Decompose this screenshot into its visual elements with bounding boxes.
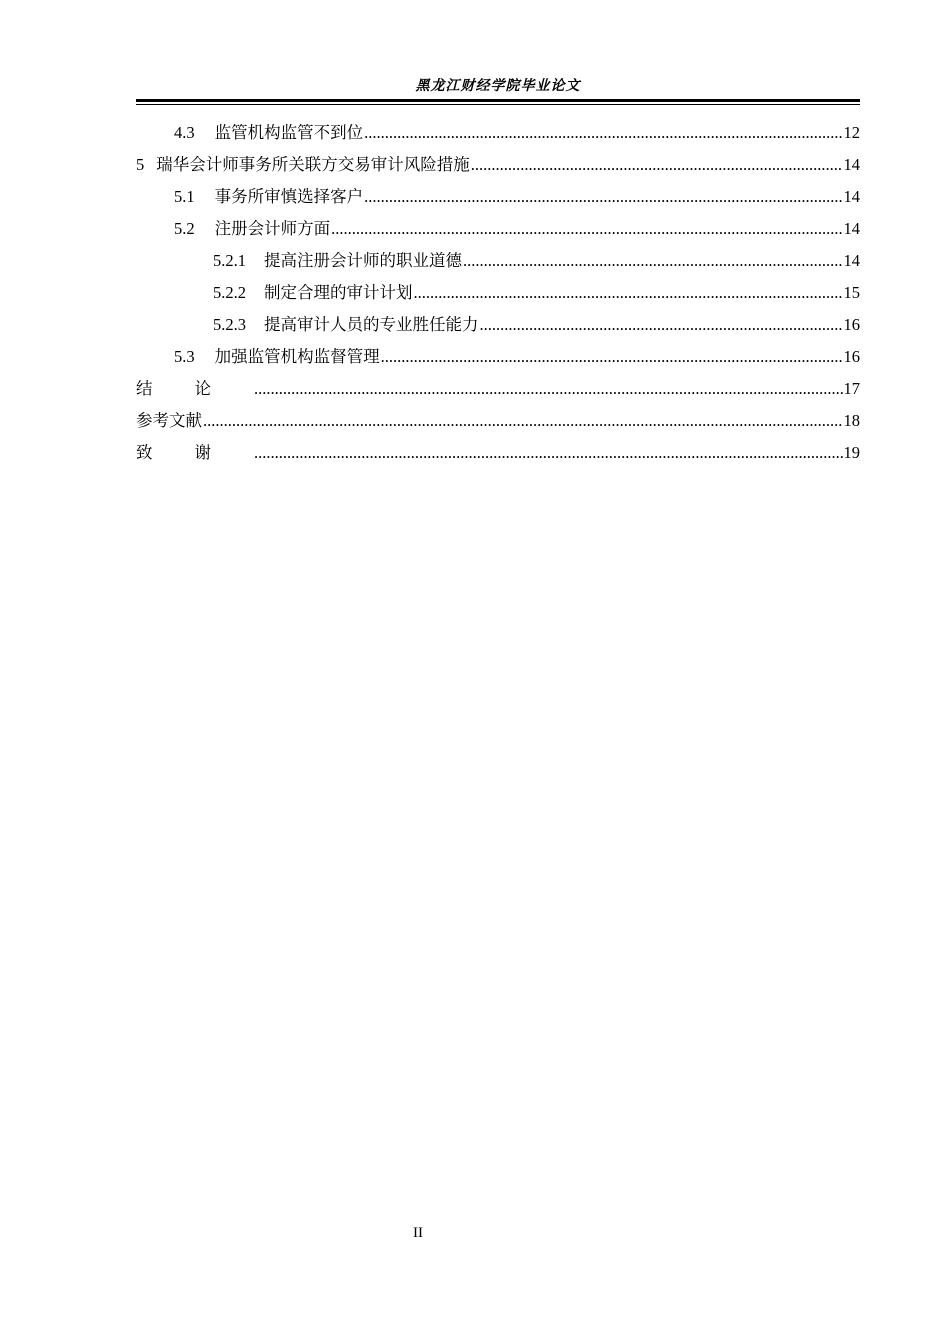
toc-entry-page: 14 bbox=[843, 251, 860, 270]
toc-dot-leader bbox=[364, 184, 842, 210]
toc-entry-page: 15 bbox=[843, 283, 860, 302]
toc-entry-title: 加强监管机构监督管理 bbox=[214, 347, 380, 366]
toc-entry-title: 事务所审慎选择客户 bbox=[214, 187, 364, 206]
toc-dot-leader bbox=[480, 312, 843, 338]
toc-entry[interactable] bbox=[136, 312, 860, 344]
toc-entry[interactable] bbox=[136, 184, 860, 216]
toc-entry-title: 监管机构监管不到位 bbox=[214, 123, 364, 142]
toc-entry-title: 瑞华会计师事务所关联方交易审计风险措施 bbox=[156, 155, 470, 174]
toc-entry[interactable] bbox=[136, 248, 860, 280]
toc-entry[interactable] bbox=[136, 440, 860, 472]
toc-entry-page: 14 bbox=[843, 187, 860, 206]
toc-entry-number: 5.1 bbox=[174, 187, 195, 206]
toc-entry-title: 注册会计师方面 bbox=[214, 219, 331, 238]
toc-entry-number: 5.2.1 bbox=[213, 251, 246, 270]
toc-entry-number: 5.2.3 bbox=[213, 315, 246, 334]
toc-entry-page: 14 bbox=[843, 155, 860, 174]
toc-dot-leader bbox=[381, 344, 843, 370]
toc-entry-title: 提高审计人员的专业胜任能力 bbox=[264, 315, 479, 334]
toc-entry-page: 17 bbox=[843, 379, 860, 398]
toc-entry-title: 提高注册会计师的职业道德 bbox=[264, 251, 462, 270]
header-rule-thick bbox=[136, 99, 860, 102]
toc-dot-leader bbox=[254, 440, 843, 466]
toc-dot-leader bbox=[463, 248, 843, 274]
toc-entry-page: 19 bbox=[843, 443, 860, 462]
table-of-contents bbox=[136, 120, 860, 472]
toc-entry-title: 参考文献 bbox=[136, 411, 202, 430]
toc-entry-number: 5.2.2 bbox=[213, 283, 246, 302]
header-rule-thin bbox=[136, 104, 860, 105]
toc-entry-title: 结论 bbox=[136, 379, 253, 398]
toc-entry-title: 致谢 bbox=[136, 443, 253, 462]
toc-dot-leader bbox=[331, 216, 842, 242]
toc-entry-page: 18 bbox=[843, 411, 860, 430]
toc-entry[interactable] bbox=[136, 280, 860, 312]
toc-dot-leader bbox=[414, 280, 843, 306]
toc-entry-title: 制定合理的审计计划 bbox=[264, 283, 413, 302]
page-number: II bbox=[413, 1225, 423, 1241]
page-header: 黑龙江财经学院毕业论文 bbox=[415, 79, 581, 94]
toc-entry-page: 12 bbox=[843, 123, 860, 142]
toc-entry[interactable] bbox=[136, 376, 860, 408]
toc-entry[interactable] bbox=[136, 216, 860, 248]
toc-entry-page: 14 bbox=[843, 219, 860, 238]
toc-entry-number: 4.3 bbox=[174, 123, 195, 142]
toc-entry[interactable] bbox=[136, 120, 860, 152]
toc-entry-page: 16 bbox=[843, 315, 860, 334]
toc-dot-leader bbox=[203, 408, 843, 434]
toc-dot-leader bbox=[471, 152, 843, 178]
toc-dot-leader bbox=[254, 376, 843, 402]
toc-entry[interactable] bbox=[136, 344, 860, 376]
toc-entry-number: 5.3 bbox=[174, 347, 195, 366]
toc-entry-number: 5.2 bbox=[174, 219, 195, 238]
toc-dot-leader bbox=[364, 120, 842, 146]
toc-entry-number: 5 bbox=[136, 155, 145, 174]
toc-entry-page: 16 bbox=[843, 347, 860, 366]
toc-entry[interactable] bbox=[136, 152, 860, 184]
toc-entry[interactable] bbox=[136, 408, 860, 440]
